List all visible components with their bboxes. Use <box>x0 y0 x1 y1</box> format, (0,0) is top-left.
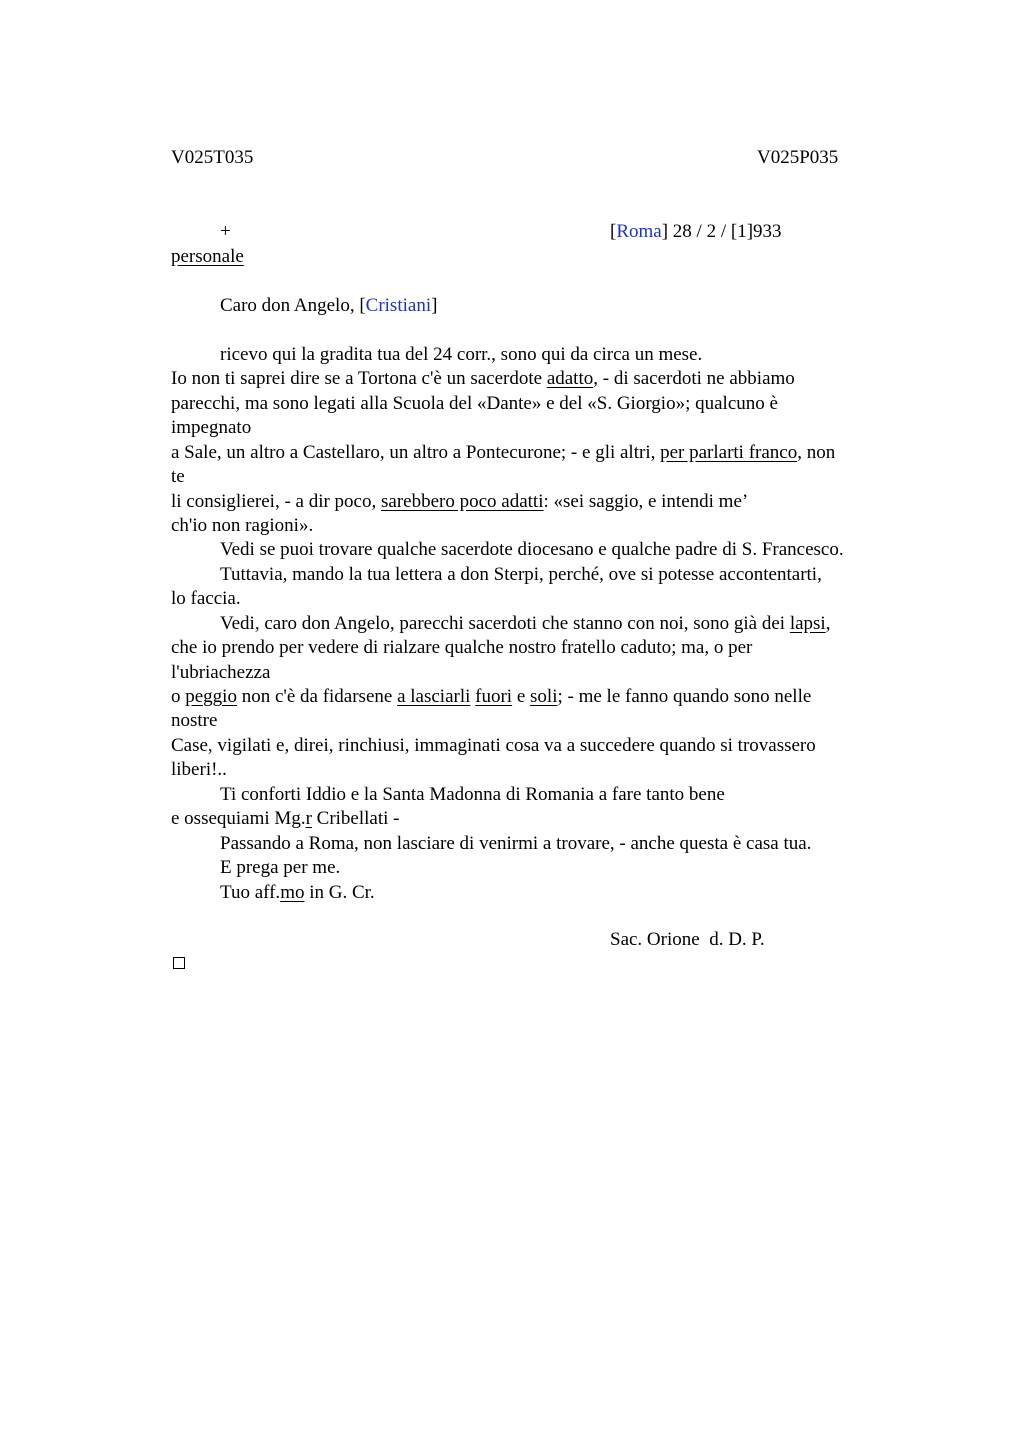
body-line-23 <box>220 881 375 905</box>
body-line-2-a: Io non ti saprei dire se a Tortona c'è un sacerdote <box>171 368 547 389</box>
dateline-open: [ <box>610 221 617 242</box>
body-line-18: liberi!.. <box>171 759 227 780</box>
personal-mark: personale <box>171 246 244 267</box>
salutation-close: ] <box>431 295 438 316</box>
body-line-20-a: e ossequiami Mg. <box>171 808 306 829</box>
body-line-20-underlined: r <box>305 808 312 829</box>
body-line-20 <box>171 807 400 831</box>
body-line-7 <box>171 490 748 514</box>
body-line-15-underlined-3: fuori <box>475 686 513 707</box>
body-line-6: te <box>171 466 185 487</box>
body-line-14: l'ubriachezza <box>171 662 271 683</box>
body-line-2 <box>171 367 795 391</box>
body-line-15-a: o <box>171 686 186 707</box>
body-line-2-b: , - di sacerdoti ne abbiamo <box>593 368 795 389</box>
dateline-mid: ] 28 / 2 / [ <box>661 221 738 242</box>
dateline <box>610 221 782 243</box>
body-line-23-underlined: mo <box>280 882 305 903</box>
signature: Sac. Orione d. D. P. <box>610 929 765 950</box>
body-line-12-a: Vedi, caro don Angelo, parecchi sacerdoti che stanno con noi, sono già dei <box>220 613 790 634</box>
end-square-icon <box>173 957 185 969</box>
body-line-12 <box>220 612 830 636</box>
salutation <box>220 294 437 318</box>
body-line-15-underlined-4: soli <box>530 686 558 707</box>
body-line-8: ch'io non ragioni». <box>171 515 314 536</box>
salutation-name-link[interactable]: Cristiani <box>365 295 432 316</box>
body-line-15-underlined-2: a lasciarli <box>397 686 471 707</box>
body-line-23-a: Tuo aff. <box>220 882 281 903</box>
header-right-code: V025P035 <box>757 147 839 168</box>
body-line-13: che io prendo per vedere di rialzare qualche nostro fratello caduto; ma, o per <box>171 637 753 658</box>
body-line-15-e: ; - me le fanno quando sono nelle <box>557 686 812 707</box>
dateline-year-digit: 1 <box>737 221 747 242</box>
body-line-12-b: , <box>825 613 831 634</box>
body-line-2-underlined: adatto <box>546 368 594 389</box>
body-line-11: lo faccia. <box>171 588 241 609</box>
body-line-21: Passando a Roma, non lasciare di venirmi a trovare, - anche questa è casa tua. <box>220 833 812 854</box>
body-line-22: E prega per me. <box>220 857 341 878</box>
body-line-15 <box>171 685 811 709</box>
body-line-1: ricevo qui la gradita tua del 24 corr., sono qui da circa un mese. <box>220 344 703 365</box>
salutation-text: Caro don Angelo, [ <box>220 295 366 316</box>
body-line-5-a: a Sale, un altro a Castellaro, un altro a Pontecurone; - e gli altri, <box>171 442 661 463</box>
body-line-5-underlined: per parlarti franco <box>660 442 798 463</box>
body-line-19: Ti conforti Iddio e la Santa Madonna di Romania a fare tanto bene <box>220 784 725 805</box>
body-line-9: Vedi se puoi trovare qualche sacerdote diocesano e qualche padre di S. Francesco. <box>220 539 844 560</box>
body-line-5-b: , non <box>797 442 836 463</box>
dateline-close: ]933 <box>746 221 782 242</box>
body-line-10: Tuttavia, mando la tua lettera a don Sterpi, perché, ove si potesse accontentarti, <box>220 564 822 585</box>
body-line-17: Case, vigilati e, direi, rinchiusi, immaginati cosa va a succedere quando si trovassero <box>171 735 816 756</box>
header-left-code: V025T035 <box>171 147 254 168</box>
body-line-7-b: : «sei saggio, e intendi me’ <box>543 491 749 512</box>
body-line-23-b: in G. Cr. <box>304 882 375 903</box>
body-line-15-underlined-1: peggio <box>185 686 237 707</box>
body-line-5 <box>171 441 835 465</box>
dateline-place-link[interactable]: Roma <box>616 221 662 242</box>
body-line-7-a: li consiglierei, - a dir poco, <box>171 491 381 512</box>
body-line-3: parecchi, ma sono legati alla Scuola del «Dante» e del «S. Giorgio»; qualcuno è <box>171 393 778 414</box>
body-line-20-b: Cribellati - <box>311 808 400 829</box>
body-line-12-underlined: lapsi <box>789 613 826 634</box>
cross-mark: + <box>220 221 231 242</box>
body-line-16: nostre <box>171 710 218 731</box>
body-line-15-b: non c'è da fidarsene <box>236 686 398 707</box>
body-line-4: impegnato <box>171 417 252 438</box>
body-line-7-underlined: sarebbero poco adatti <box>381 491 544 512</box>
body-line-15-d: e <box>512 686 531 707</box>
